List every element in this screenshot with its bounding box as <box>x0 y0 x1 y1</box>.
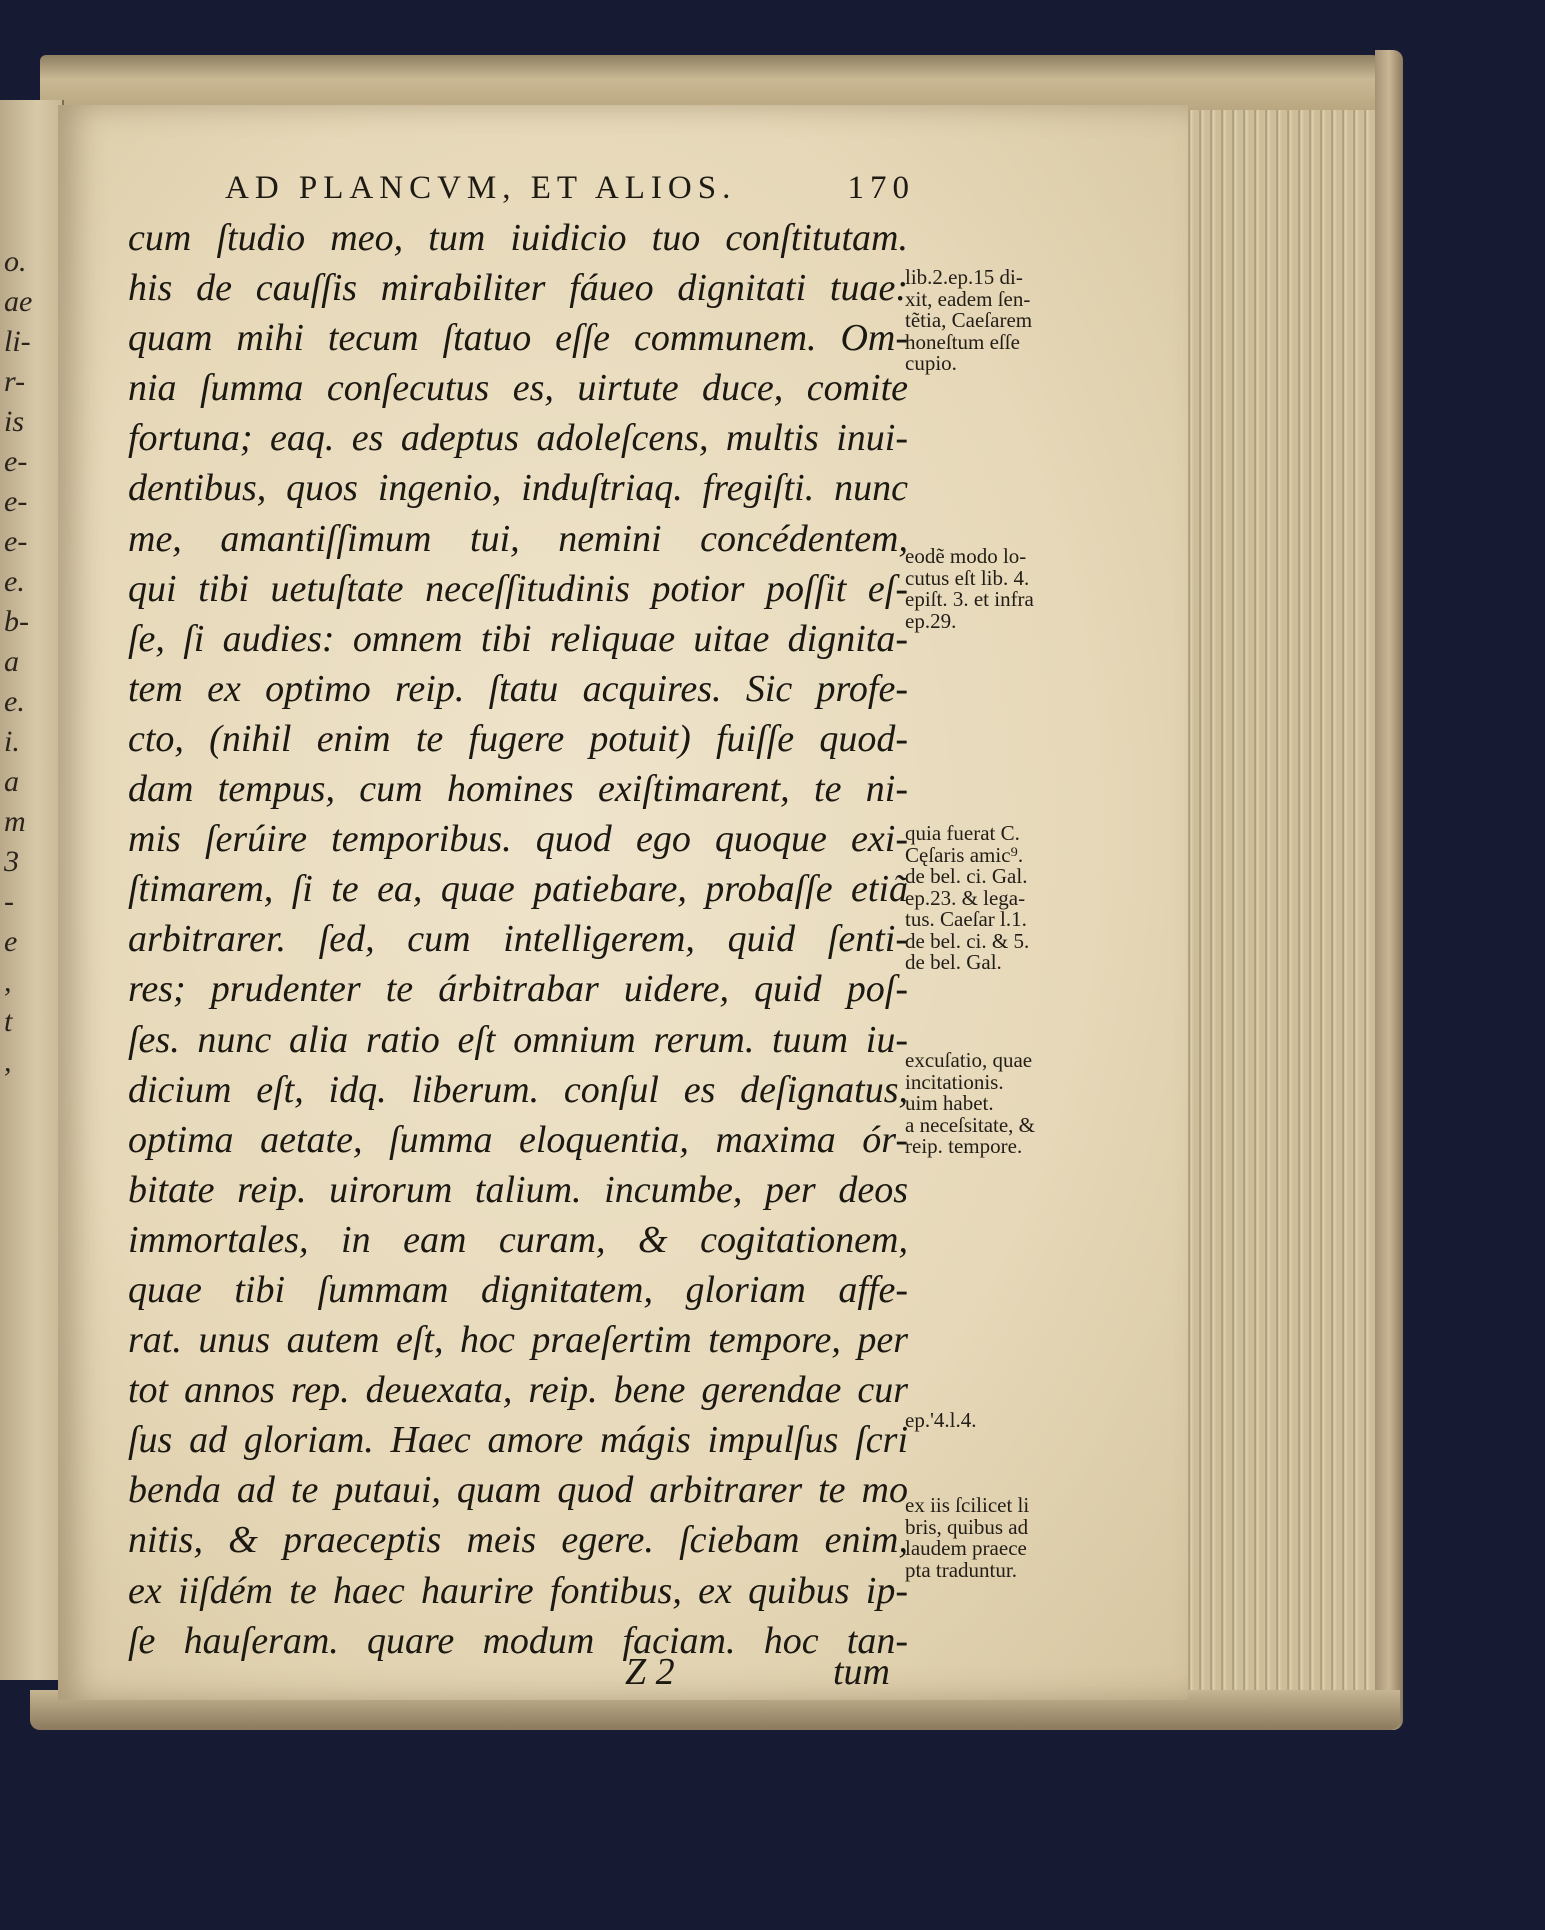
facing-page-fragment: i. <box>4 725 20 758</box>
facing-page-fragment: a <box>4 645 19 678</box>
text-line: qui tibi uetuſtate neceſſitudinis potior poſſit eſ- <box>128 567 908 610</box>
text-line: dicium eſt, idq. liberum. conſul es deſignatus, <box>128 1068 908 1111</box>
text-line: dentibus, quos ingenio, induſtriaq. fregiſti. nunc <box>128 467 908 510</box>
running-head-title: AD PLANCVM, ET ALIOS. <box>225 170 737 206</box>
marginal-note-line: ex iis ſcilicet li <box>905 1493 1030 1517</box>
text-line: tot annos rep. deuexata, reip. bene gerendae cur <box>128 1369 908 1412</box>
marginal-note-line: pta traduntur. <box>905 1557 1017 1582</box>
text-line: tem ex optimo reip. ſtatu acquires. Sic profe- <box>128 667 908 710</box>
page-footer <box>625 1650 890 1694</box>
marginal-note-line: tus. Caeſar l.1. <box>905 907 1027 931</box>
book-cover-edge <box>1375 50 1403 1730</box>
marginal-note-line: incitationis. <box>905 1069 1004 1094</box>
text-line: res; prudenter te árbitrabar uidere, quid poſ- <box>128 968 908 1011</box>
marginal-note-line: cutus eſt lib. 4. <box>905 565 1030 590</box>
marginal-note-line: xit, eadem ſen- <box>905 286 1031 311</box>
facing-page-fragment: a <box>4 765 19 798</box>
text-line: dam tempus, cum homines exiſtimarent, te ni- <box>128 768 908 811</box>
facing-page-fragment: m <box>4 805 26 838</box>
facing-page-fragment: e <box>4 925 18 958</box>
text-line: ſtimarem, ſi te ea, quae patiebare, probaſſe etiã <box>128 868 908 911</box>
marginal-note-line: ep.23. & lega- <box>905 885 1026 910</box>
text-line: cum ſtudio meo, tum iuidicio tuo conſtitutam. <box>128 217 908 259</box>
facing-page-fragment: 3 <box>4 845 19 878</box>
catchword: tum <box>833 1651 890 1693</box>
marginal-note <box>905 1050 1115 1158</box>
text-line: fortuna; eaq. es adeptus adoleſcens, multis inui- <box>128 417 908 460</box>
marginal-note-line: tẽtia, Caeſarem <box>905 308 1033 332</box>
facing-page-fragment: e. <box>4 685 25 718</box>
text-line: ſus ad gloriam. Haec amore mágis impulſus ſcri <box>128 1419 908 1462</box>
text-line: cto, (nihil enim te fugere potuit) fuiſſe quod- <box>128 717 908 760</box>
marginal-note-line: reip. tempore. <box>905 1134 1023 1158</box>
marginal-note <box>905 1410 1115 1432</box>
text-line: ſes. nunc alia ratio eſt omnium rerum. tuum iu- <box>128 1018 908 1061</box>
text-line: nia ſumma conſecutus es, uirtute duce, comite <box>128 367 908 410</box>
facing-page-fragment: e- <box>4 445 28 478</box>
facing-page-fragment: , <box>4 965 12 998</box>
marginal-note-line: de bel. Gal. <box>905 950 1002 974</box>
facing-page-fragment: e. <box>4 565 25 598</box>
marginal-note-line: honeſtum eſſe <box>905 329 1020 354</box>
marginal-note <box>905 267 1115 375</box>
text-line: bitate reip. uirorum talium. incumbe, per deos <box>128 1168 908 1211</box>
text-line: nitis, & praeceptis meis egere. ſciebam enim, <box>128 1519 908 1562</box>
signature-mark: Z 2 <box>625 1651 675 1693</box>
marginal-note-line: bris, quibus ad <box>905 1514 1029 1539</box>
facing-page-fragment: t <box>4 1005 13 1038</box>
text-line: benda ad te putaui, quam quod arbitrarer te mo <box>128 1469 908 1512</box>
marginal-note-line: ep.29. <box>905 608 957 633</box>
main-text-block <box>128 213 908 1666</box>
marginal-note-line: excuſatio, quae <box>905 1048 1033 1072</box>
text-line: optima aetate, ſumma eloquentia, maxima ór- <box>128 1118 908 1161</box>
facing-page-fragment: ae <box>4 285 33 318</box>
marginal-note-line: epiſt. 3. et infra <box>905 587 1034 611</box>
facing-page-fragment: is <box>4 405 25 438</box>
facing-page-fragment: e- <box>4 485 28 518</box>
text-line: me, amantiſſimum tui, nemini concédentem, <box>128 517 908 560</box>
facing-page-fragment: o. <box>4 245 27 278</box>
facing-page-fragment: , <box>4 1045 12 1078</box>
facing-page-fragment: - <box>4 885 14 918</box>
marginal-note-line: ep.'4.l.4. <box>905 1408 977 1432</box>
text-line: quae tibi ſummam dignitatem, gloriam affe- <box>128 1268 908 1311</box>
marginal-note-line: a neceſsitate, & <box>905 1112 1036 1137</box>
text-line: immortales, in eam curam, & cogitationem, <box>128 1218 908 1261</box>
marginal-note-line: lib.2.ep.15 di- <box>905 265 1023 289</box>
facing-page-edge <box>0 100 64 1680</box>
marginal-note-line: Cęſaris amic⁹. <box>905 842 1024 867</box>
facing-page-fragment: b- <box>4 605 29 638</box>
page-fore-edge <box>1180 110 1383 1710</box>
facing-page-fragment: e- <box>4 525 28 558</box>
marginal-note-line: uim habet. <box>905 1091 994 1115</box>
text-line: arbitrarer. ſed, cum intelligerem, quid ſenti- <box>128 918 908 961</box>
text-line: quam mihi tecum ſtatuo eſſe communem. Om- <box>128 317 908 360</box>
facing-page-fragment: r- <box>4 365 26 398</box>
text-line: his de cauſſis mirabiliter fáueo dignitati tuae: <box>128 267 908 310</box>
marginal-note-line: laudem praece <box>905 1536 1027 1560</box>
running-head <box>225 170 915 207</box>
marginal-note-line: cupio. <box>905 351 957 375</box>
marginal-note <box>905 823 1115 974</box>
marginal-note <box>905 1495 1115 1581</box>
text-line: ex iiſdém te haec haurire fontibus, ex quibus ip- <box>128 1569 908 1612</box>
marginal-note-line: eodẽ modo lo- <box>905 544 1027 568</box>
text-line: ſe hauſeram. quare modum faciam. hoc tan- <box>128 1619 908 1662</box>
marginal-note <box>905 546 1115 632</box>
marginal-note-line: quia fuerat C. <box>905 821 1020 845</box>
facing-page-fragment: li- <box>4 325 31 358</box>
text-line: rat. unus autem eſt, hoc praeſertim tempore, per <box>128 1319 908 1362</box>
marginal-note-line: de bel. ci. Gal. <box>905 864 1028 888</box>
folio-number: 170 <box>847 170 915 206</box>
marginal-note-line: de bel. ci. & 5. <box>905 928 1030 953</box>
text-line: ſe, ſi audies: omnem tibi reliquae uitae dignita- <box>128 617 908 660</box>
text-line: mis ſerúire temporibus. quod ego quoque exi- <box>128 818 908 861</box>
